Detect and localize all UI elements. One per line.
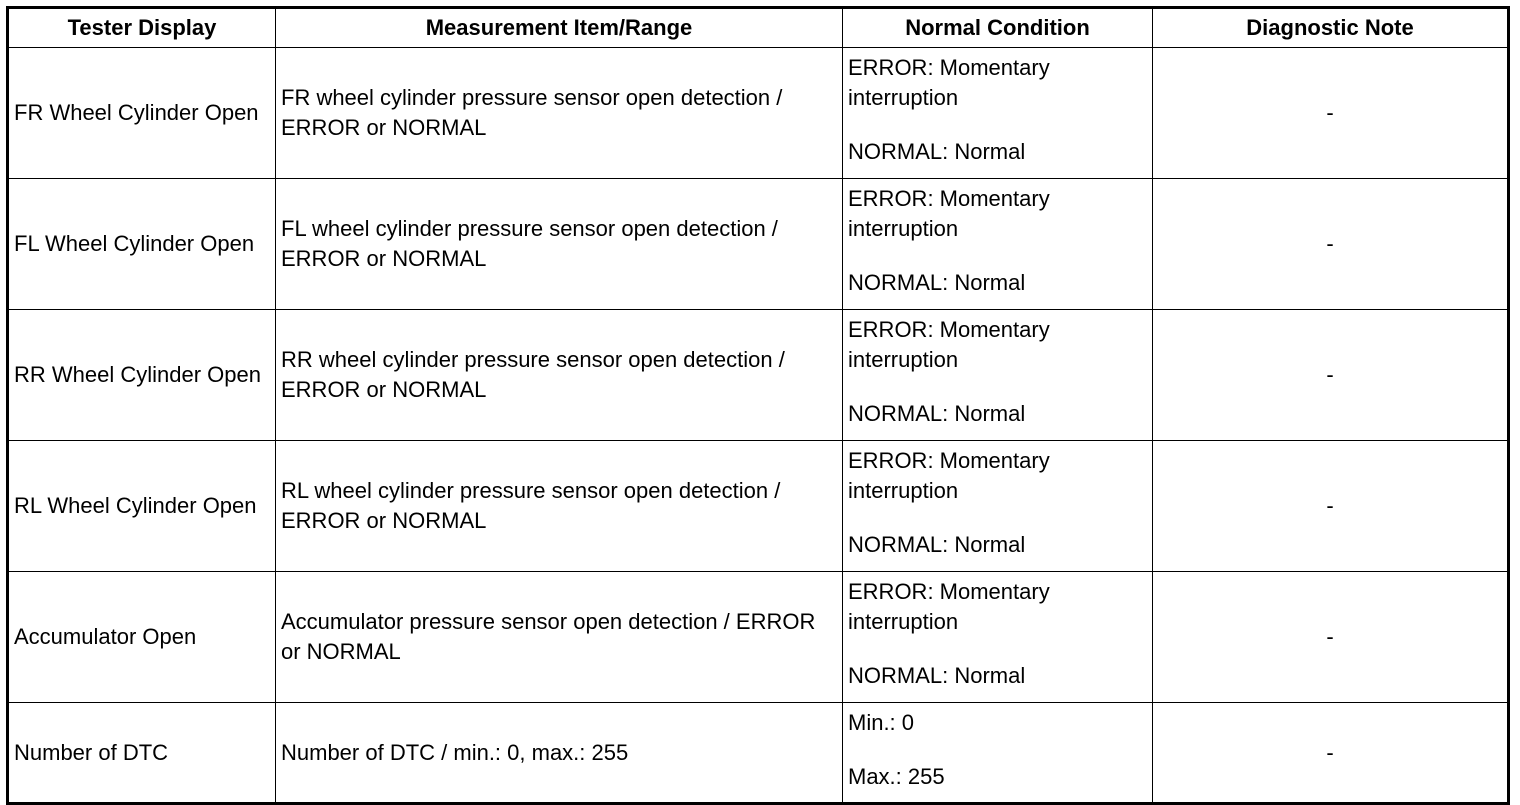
tester-display-cell: RR Wheel Cylinder Open bbox=[8, 310, 276, 441]
condition-line: NORMAL: Normal bbox=[848, 270, 1026, 295]
header-row bbox=[8, 8, 1509, 48]
normal-condition-cell bbox=[843, 48, 1153, 179]
diagnostic-note-cell: - bbox=[1153, 48, 1509, 179]
diagnostic-note-cell: - bbox=[1153, 703, 1509, 804]
condition-line: NORMAL: Normal bbox=[848, 139, 1026, 164]
data-list-table bbox=[6, 6, 1510, 805]
condition-line: NORMAL: Normal bbox=[848, 401, 1026, 426]
tester-display-cell: FL Wheel Cylinder Open bbox=[8, 179, 276, 310]
condition-line: NORMAL: Normal bbox=[848, 532, 1026, 557]
table-row bbox=[8, 48, 1509, 179]
measurement-item-cell: Number of DTC / min.: 0, max.: 255 bbox=[276, 703, 843, 804]
diagnostic-note-cell: - bbox=[1153, 310, 1509, 441]
header-measurement-item: Measurement Item/Range bbox=[276, 8, 843, 48]
table-row bbox=[8, 179, 1509, 310]
condition-line: ERROR: Momentary interruption bbox=[848, 448, 1050, 503]
tester-display-cell: FR Wheel Cylinder Open bbox=[8, 48, 276, 179]
header-tester-display: Tester Display bbox=[8, 8, 276, 48]
condition-line: ERROR: Momentary interruption bbox=[848, 317, 1050, 372]
normal-condition-cell bbox=[843, 572, 1153, 703]
table-row bbox=[8, 441, 1509, 572]
normal-condition-cell bbox=[843, 179, 1153, 310]
condition-line: NORMAL: Normal bbox=[848, 663, 1026, 688]
tester-display-cell: Number of DTC bbox=[8, 703, 276, 804]
condition-line: Max.: 255 bbox=[848, 764, 945, 789]
measurement-item-cell: RR wheel cylinder pressure sensor open detection / ERROR or NORMAL bbox=[276, 310, 843, 441]
table-row bbox=[8, 572, 1509, 703]
diagnostic-note-cell: - bbox=[1153, 179, 1509, 310]
measurement-item-cell: Accumulator pressure sensor open detection / ERROR or NORMAL bbox=[276, 572, 843, 703]
header-diagnostic-note: Diagnostic Note bbox=[1153, 8, 1509, 48]
measurement-item-cell: FL wheel cylinder pressure sensor open detection / ERROR or NORMAL bbox=[276, 179, 843, 310]
tester-display-cell: Accumulator Open bbox=[8, 572, 276, 703]
normal-condition-cell bbox=[843, 703, 1153, 804]
normal-condition-cell bbox=[843, 310, 1153, 441]
condition-line: ERROR: Momentary interruption bbox=[848, 186, 1050, 241]
measurement-item-cell: FR wheel cylinder pressure sensor open detection / ERROR or NORMAL bbox=[276, 48, 843, 179]
diagnostic-note-cell: - bbox=[1153, 441, 1509, 572]
tester-display-cell: RL Wheel Cylinder Open bbox=[8, 441, 276, 572]
table-row bbox=[8, 703, 1509, 804]
condition-line: ERROR: Momentary interruption bbox=[848, 579, 1050, 634]
normal-condition-cell bbox=[843, 441, 1153, 572]
condition-line: ERROR: Momentary interruption bbox=[848, 55, 1050, 110]
condition-line: Min.: 0 bbox=[848, 710, 915, 735]
diagnostic-note-cell: - bbox=[1153, 572, 1509, 703]
measurement-item-cell: RL wheel cylinder pressure sensor open detection / ERROR or NORMAL bbox=[276, 441, 843, 572]
header-normal-condition: Normal Condition bbox=[843, 8, 1153, 48]
table-row bbox=[8, 310, 1509, 441]
